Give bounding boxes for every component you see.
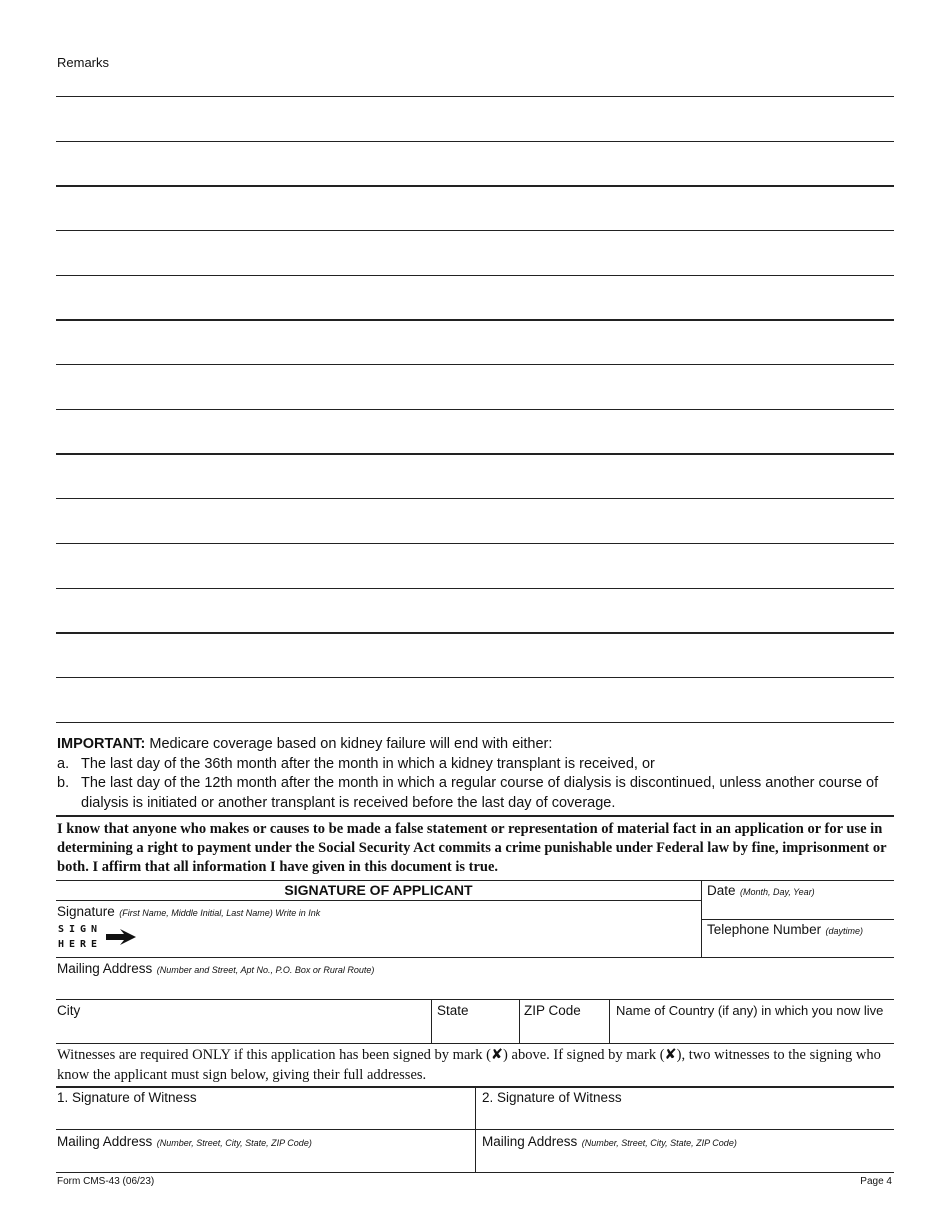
witness2-signature-field[interactable]: 2. Signature of Witness (482, 1090, 622, 1105)
divider (56, 1129, 894, 1130)
remarks-line[interactable] (56, 141, 894, 142)
state-field[interactable]: State (437, 1003, 469, 1018)
remarks-label: Remarks (57, 55, 110, 70)
date-field[interactable] (707, 882, 815, 900)
divider (56, 880, 894, 881)
important-heading: IMPORTANT: (57, 736, 146, 752)
remarks-line[interactable] (56, 185, 894, 187)
mailing-label: Mailing Address (57, 961, 153, 976)
signature-heading: SIGNATURE OF APPLICANT (284, 882, 473, 898)
remarks-line[interactable] (56, 364, 894, 365)
zip-field[interactable]: ZIP Code (524, 1003, 581, 1018)
witness1-mailing-field[interactable] (57, 1133, 312, 1151)
divider (701, 919, 894, 920)
divider (519, 999, 520, 1043)
penalty-statement: I know that anyone who makes or causes to be made a false statement or representation of material fact in an application or for use in determining a right to payment under the Social Security Act commits a crime punishable under Federal law by fine, imprisonment or both. I affirm that all information I have given in this document is true. (57, 821, 887, 875)
signature-hint: (First Name, Middle Initial, Last Name) Write in Ink (119, 908, 321, 918)
country-field[interactable]: Name of Country (if any) in which you now live (616, 1003, 884, 1018)
divider (56, 900, 701, 901)
remarks-line[interactable] (56, 319, 894, 321)
witness2-mailing-field[interactable] (482, 1133, 737, 1151)
divider (56, 815, 894, 817)
date-label: Date (707, 883, 736, 898)
remarks-line[interactable] (56, 409, 894, 410)
item-label: b. (57, 775, 70, 791)
date-hint: (Month, Day, Year) (739, 887, 815, 897)
mailing-label: Mailing Address (57, 1134, 153, 1149)
divider (431, 999, 432, 1043)
remarks-line[interactable] (56, 96, 894, 97)
sign-here-label (58, 922, 102, 952)
item-text: The last day of the 12th month after the month in which a regular course of dialysis is discontinued, unless another course of dialysis is initiated or another transplant is received before the last day of coverage. (81, 775, 879, 811)
remarks-line[interactable] (56, 588, 894, 589)
divider (56, 999, 894, 1000)
important-item-b (57, 774, 897, 813)
remarks-line[interactable] (56, 498, 894, 499)
witness1-signature-field[interactable]: 1. Signature of Witness (57, 1090, 197, 1105)
remarks-line[interactable] (56, 543, 894, 544)
form-id: Form CMS-43 (06/23) (57, 1176, 155, 1187)
item-text: The last day of the 36th month after the month in which a kidney transplant is received, or (81, 755, 655, 772)
mailing-hint: (Number and Street, Apt No., P.O. Box or Rural Route) (156, 965, 375, 975)
sign-line2: HERE (58, 939, 103, 950)
city-field[interactable]: City (57, 1003, 81, 1018)
remarks-line[interactable] (56, 453, 894, 455)
page-number: Page 4 (860, 1176, 892, 1187)
mailing-hint: (Number, Street, City, State, ZIP Code) (156, 1138, 312, 1148)
divider (56, 1043, 894, 1044)
telephone-field[interactable] (707, 921, 863, 939)
witness-note: Witnesses are required ONLY if this application has been signed by mark (✘) above. If signed by mark (✘), two witnesses to the signing who know the applicant must sign below, giving their full addresses. (57, 1047, 881, 1083)
telephone-label: Telephone Number (707, 922, 822, 937)
remarks-line[interactable] (56, 632, 894, 634)
remarks-line[interactable] (56, 722, 894, 723)
important-notice (57, 735, 897, 813)
remarks-line[interactable] (56, 230, 894, 231)
mailing-address-field[interactable] (57, 960, 374, 978)
important-item-a (57, 755, 897, 775)
divider (609, 999, 610, 1043)
telephone-hint: (daytime) (825, 926, 864, 936)
mailing-label: Mailing Address (482, 1134, 578, 1149)
remarks-line[interactable] (56, 677, 894, 678)
arrow-right-icon (106, 928, 138, 946)
item-label: a. (57, 755, 70, 772)
divider (56, 957, 894, 958)
signature-label: Signature (57, 904, 115, 919)
divider (56, 1172, 894, 1173)
sign-line1: SIGN (58, 924, 103, 935)
mailing-hint: (Number, Street, City, State, ZIP Code) (581, 1138, 737, 1148)
remarks-line[interactable] (56, 275, 894, 276)
signature-field[interactable] (57, 903, 320, 921)
important-intro: Medicare coverage based on kidney failure will end with either: (149, 736, 553, 752)
